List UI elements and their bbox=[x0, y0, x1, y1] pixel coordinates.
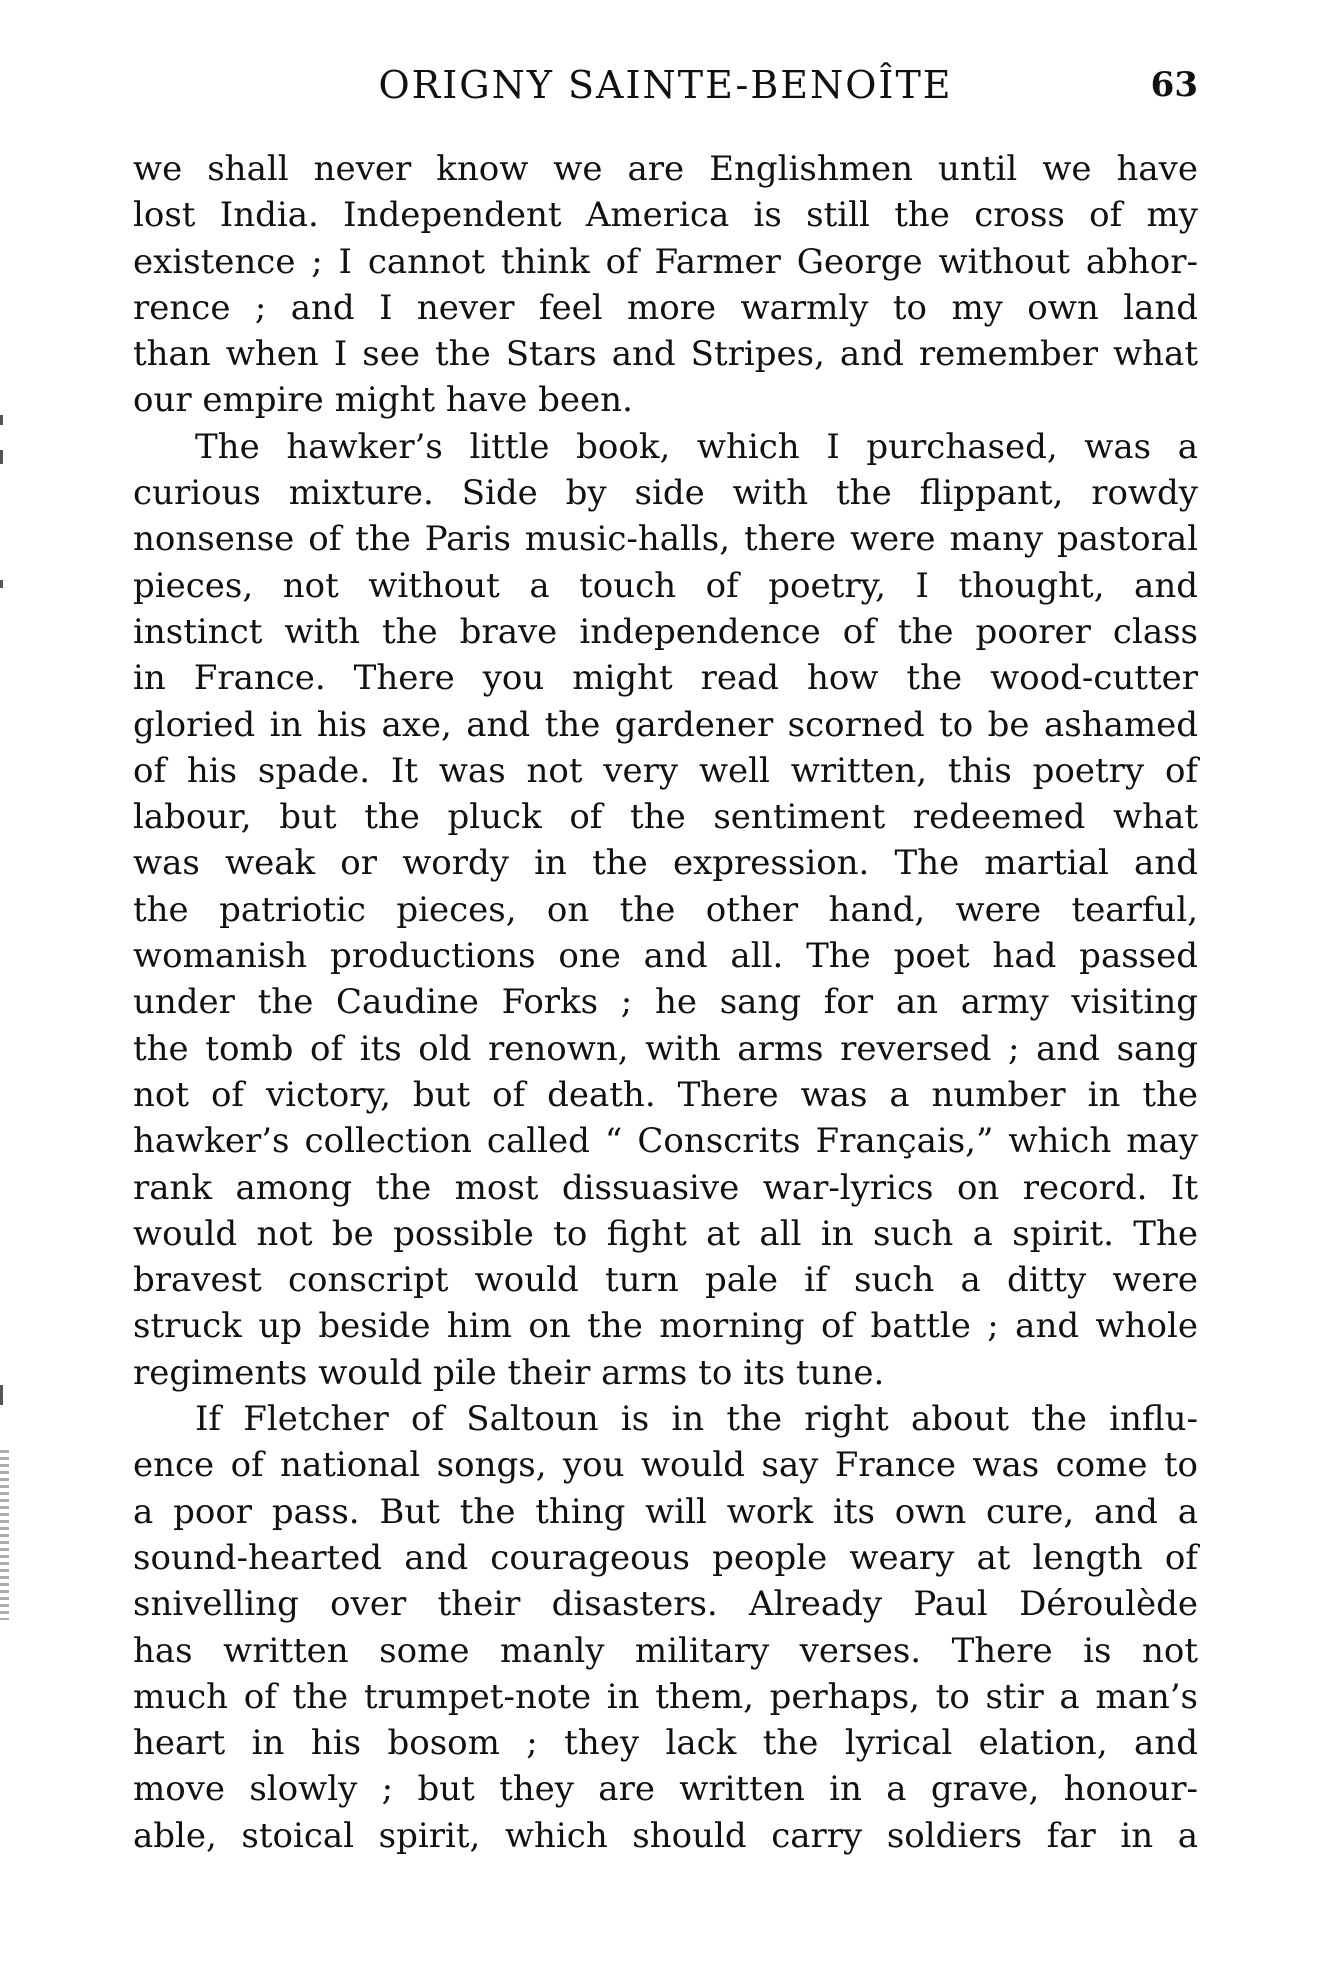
text-line: would not be possible to fight at all in such a spirit. The bbox=[133, 1213, 1198, 1254]
text-line: The hawker’s little book, which I purchased, was a bbox=[195, 426, 1198, 467]
text-line: hawker’s collection called “ Conscrits Français,” which may bbox=[133, 1121, 1198, 1162]
text-line: our empire might have been. bbox=[133, 380, 633, 421]
text-line: than when I see the Stars and Stripes, and remember what bbox=[133, 334, 1198, 375]
text-line: labour, but the pluck of the sentiment redeemed what bbox=[133, 797, 1198, 838]
text-line: ence of national songs, you would say France was come to bbox=[133, 1445, 1198, 1486]
text-line: lost India. Independent America is still the cross of my bbox=[133, 195, 1198, 236]
gutter-smudge bbox=[0, 1450, 9, 1620]
text-line: much of the trumpet-note in them, perhaps, to stir a man’s bbox=[133, 1676, 1198, 1717]
text-line: the patriotic pieces, on the other hand, were tearful, bbox=[133, 889, 1198, 930]
text-line: was weak or wordy in the expression. The martial and bbox=[133, 843, 1198, 884]
text-line: regiments would pile their arms to its tune. bbox=[133, 1352, 885, 1393]
text-line: sound-hearted and courageous people weary at length of bbox=[133, 1537, 1198, 1578]
text-line: in France. There you might read how the wood-cutter bbox=[133, 658, 1198, 699]
gutter-mark bbox=[0, 415, 3, 425]
text-line: rence ; and I never feel more warmly to my own land bbox=[133, 287, 1198, 328]
gutter-mark bbox=[0, 450, 3, 464]
text-line: we shall never know we are Englishmen until we have bbox=[133, 149, 1198, 189]
text-line: a poor pass. But the thing will work its own cure, and a bbox=[133, 1491, 1198, 1532]
text-line: womanish productions one and all. The poet had passed bbox=[133, 936, 1198, 977]
text-line: pieces, not without a touch of poetry, I thought, and bbox=[133, 565, 1198, 606]
text-line: heart in his bosom ; they lack the lyrical elation, and bbox=[133, 1723, 1198, 1764]
body-text bbox=[133, 146, 1198, 1859]
text-line: able, stoical spirit, which should carry soldiers far in a bbox=[133, 1815, 1198, 1856]
gutter-mark bbox=[0, 580, 3, 588]
gutter-mark bbox=[0, 1385, 3, 1405]
text-line: rank among the most dissuasive war-lyrics on record. It bbox=[133, 1167, 1198, 1208]
text-line: of his spade. It was not very well written, this poetry of bbox=[133, 750, 1198, 791]
text-line: nonsense of the Paris music-halls, there were many pastoral bbox=[133, 519, 1198, 560]
text-line: gloried in his axe, and the gardener scorned to be ashamed bbox=[133, 704, 1198, 745]
page-number: 63 bbox=[1150, 65, 1198, 105]
chapter-title: ORIGNY SAINTE-BENOÎTE bbox=[378, 63, 953, 107]
text-line: bravest conscript would turn pale if such a ditty were bbox=[133, 1260, 1198, 1301]
text-line: the tomb of its old renown, with arms reversed ; and sang bbox=[133, 1028, 1198, 1069]
text-line: struck up beside him on the morning of battle ; and whole bbox=[133, 1306, 1198, 1347]
text-line: snivelling over their disasters. Already Paul Déroulède bbox=[133, 1584, 1198, 1625]
text-line: curious mixture. Side by side with the flippant, rowdy bbox=[133, 473, 1198, 514]
text-line: move slowly ; but they are written in a grave, honour- bbox=[133, 1769, 1198, 1810]
text-line: has written some manly military verses. There is not bbox=[133, 1630, 1198, 1671]
running-head bbox=[133, 60, 1198, 110]
text-line: instinct with the brave independence of the poorer class bbox=[133, 611, 1198, 652]
text-line: under the Caudine Forks ; he sang for an army visiting bbox=[133, 982, 1198, 1023]
text-line: If Fletcher of Saltoun is in the right about the influ- bbox=[195, 1399, 1198, 1440]
text-line: not of victory, but of death. There was a number in the bbox=[133, 1074, 1198, 1115]
text-line: existence ; I cannot think of Farmer George without abhor- bbox=[133, 241, 1198, 282]
